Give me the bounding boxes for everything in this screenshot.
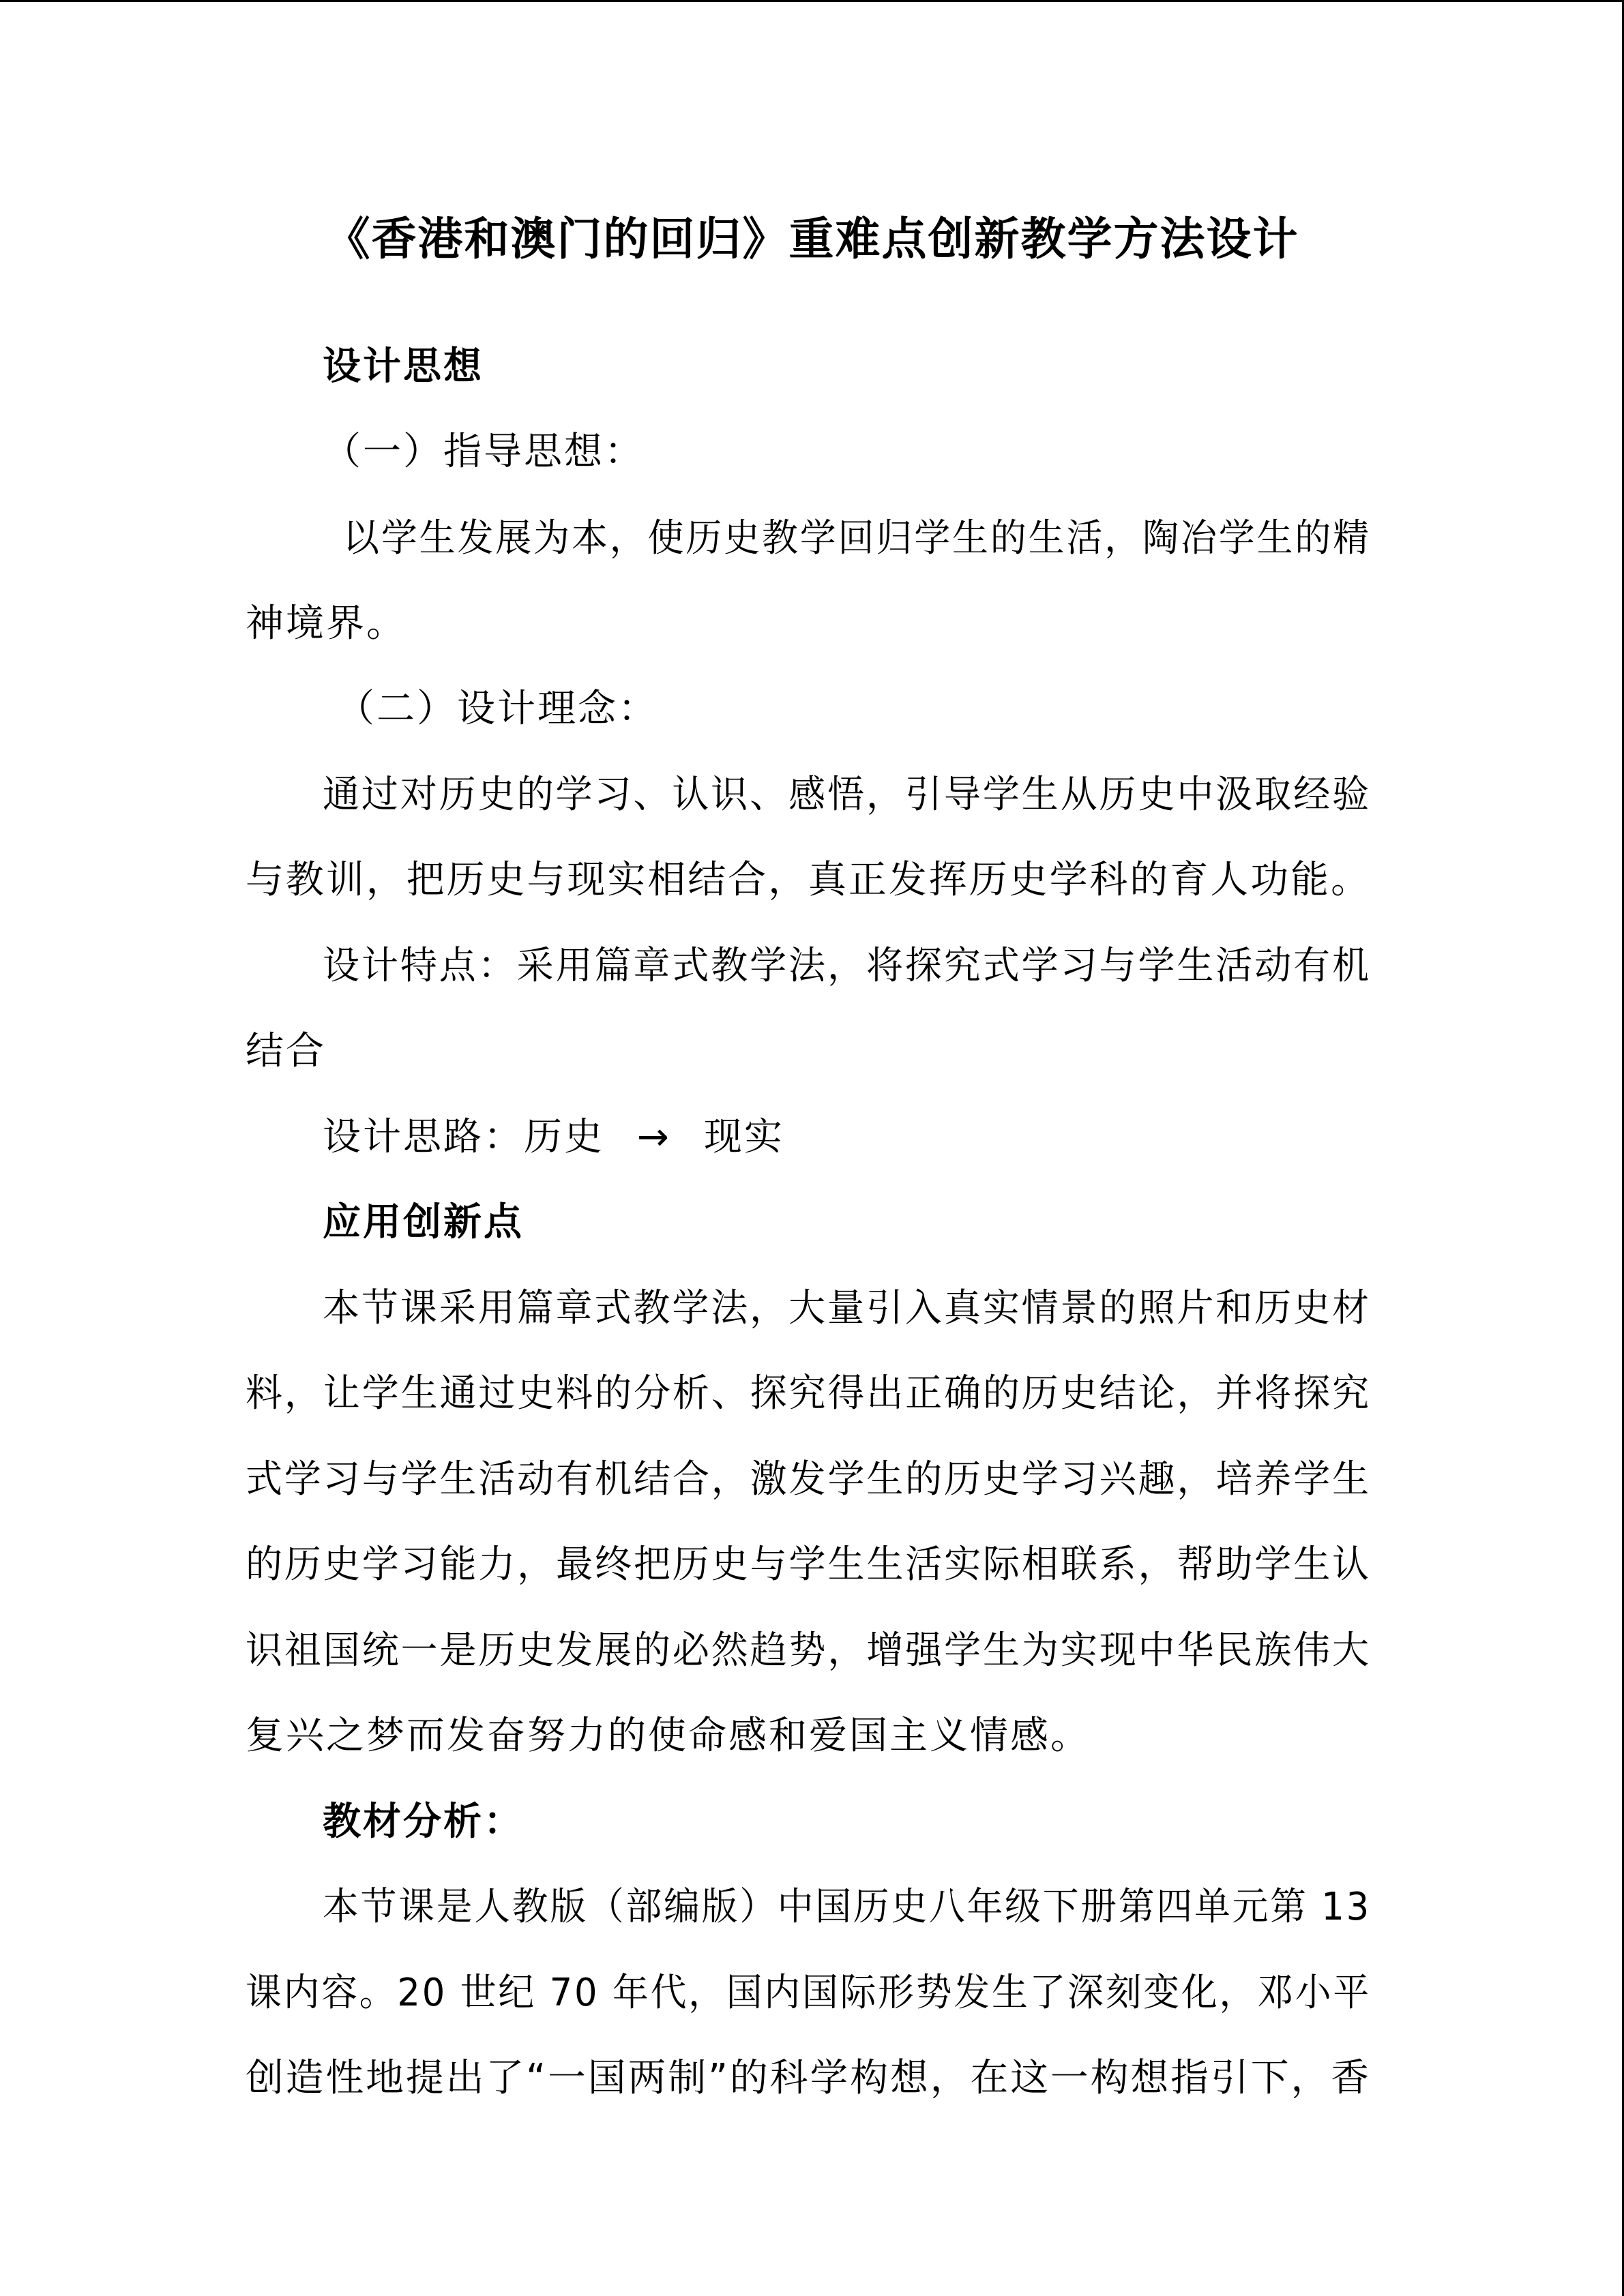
concept-text-line: 通过对历史的学习、认识、感悟，引导学生从历史中汲取经验: [323, 773, 1371, 817]
design-path-target: 现实: [703, 1115, 784, 1159]
innovation-text-line: 料，让学生通过史料的分析、探究得出正确的历史结论，并将探究: [246, 1371, 1371, 1416]
innovation-text-line: 的历史学习能力，最终把历史与学生生活实际相联系，帮助学生认: [246, 1542, 1371, 1587]
concept-heading: （二）设计理念：: [336, 687, 658, 731]
concept-text-line: 与教训，把历史与现实相结合，真正发挥历史学科的育人功能。: [246, 858, 1371, 902]
material-text-line: 创造性地提出了“一国两制”的科学构想，在这一构想指引下，香: [246, 2056, 1372, 2100]
guide-text-line: 以学生发展为本，使历史教学回归学生的生活，陶冶学生的精: [343, 516, 1371, 561]
arrow-right-icon: →: [637, 1115, 671, 1159]
innovation-text-line: 本节课采用篇章式教学法，大量引入真实情景的照片和历史材: [323, 1286, 1371, 1330]
guide-heading: （一）指导思想：: [323, 430, 645, 474]
material-text-line: 课内容。20 世纪 70 年代，国内国际形势发生了深刻变化，邓小平: [246, 1971, 1371, 2015]
feature-text-line: 结合: [246, 1029, 326, 1073]
innovation-text-line: 复兴之梦而发奋努力的使命感和爱国主义情感。: [246, 1714, 1091, 1758]
feature-text-line: 设计特点：采用篇章式教学法，将探究式学习与学生活动有机: [323, 944, 1371, 988]
design-path: [323, 1115, 784, 1159]
section-heading-innovation: 应用创新点: [323, 1200, 524, 1244]
innovation-text-line: 式学习与学生活动有机结合，激发学生的历史学习兴趣，培养学生: [246, 1457, 1371, 1502]
guide-text-line: 神境界。: [246, 601, 407, 646]
section-heading-design: 设计思想: [323, 344, 484, 389]
section-heading-material: 教材分析：: [323, 1800, 524, 1844]
material-text-line: 本节课是人教版（部编版）中国历史八年级下册第四单元第 13: [323, 1885, 1372, 1929]
innovation-text-line: 识祖国统一是历史发展的必然趋势，增强学生为实现中华民族伟大: [246, 1628, 1371, 1673]
document-title: 《香港和澳门的回归》重难点创新教学方法设计: [325, 213, 1299, 265]
design-path-label: 设计思路：历史: [323, 1115, 604, 1159]
